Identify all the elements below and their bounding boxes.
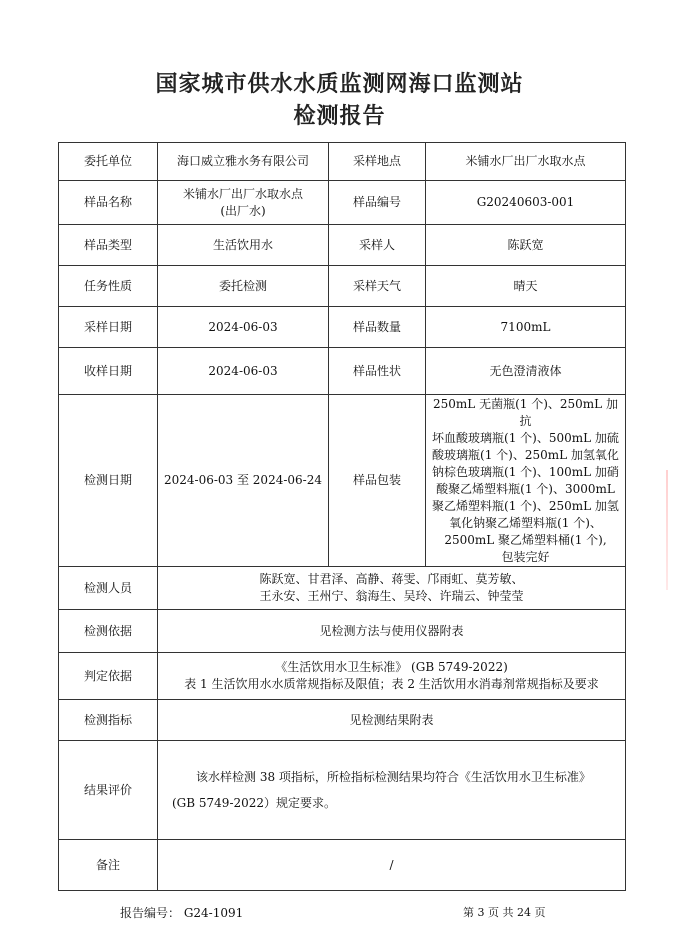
personnel-value [158,567,626,610]
packaging-line: 坏血酸玻璃瓶(1 个)、500mL 加硫 [432,430,619,445]
basis-value: 见检测方法与使用仪器附表 [158,610,626,653]
row-receive-date [59,348,626,395]
sample-appearance-label: 样品性状 [329,348,426,395]
page-number: 第 3 页 共 24 页 [463,906,546,919]
report-title: 国家城市供水水质监测网海口监测站 [155,72,524,97]
task-nature-value: 委托检测 [158,266,329,307]
packaging-label: 样品包装 [329,395,426,567]
sample-id-label: 样品编号 [329,181,426,225]
weather-label: 采样天气 [329,266,426,307]
receive-date-value: 2024-06-03 [158,348,329,395]
sampler-value: 陈跃宽 [426,225,626,266]
sample-name-value [158,181,329,225]
basis-label: 检测依据 [59,610,158,653]
sampling-location-label: 采样地点 [329,143,426,181]
indicators-value: 见检测结果附表 [158,700,626,741]
sample-type-value: 生活饮用水 [158,225,329,266]
sample-name-line1: 米铺水厂出厂水取水点 [182,186,303,201]
sampling-location-value: 米铺水厂出厂水取水点 [426,143,626,181]
sampler-label: 采样人 [329,225,426,266]
sampling-date-label: 采样日期 [59,307,158,348]
packaging-value [426,395,626,567]
client-label: 委托单位 [59,143,158,181]
row-task-nature [59,266,626,307]
row-sample-type [59,225,626,266]
task-nature-label: 任务性质 [59,266,158,307]
row-basis [59,610,626,653]
sample-quantity-label: 样品数量 [329,307,426,348]
test-date-label: 检测日期 [59,395,158,567]
sample-quantity-value: 7100mL [426,307,626,348]
packaging-line: 包装完好 [501,549,550,564]
row-evaluation [59,741,626,840]
packaging-line: 钠棕色玻璃瓶(1 个)、100mL 加硝 [432,464,619,479]
report-subtitle: 检测报告 [293,104,386,129]
receive-date-label: 收样日期 [59,348,158,395]
row-test-date [59,395,626,567]
judgement-line1: 《生活饮用水卫生标准》 (GB 5749-2022) [275,660,508,674]
judgement-line2: 表 1 生活饮用水水质常规指标及限值；表 2 生活饮用水消毒剂常规指标及要求 [184,677,599,691]
packaging-line: 聚乙烯塑料瓶(1 个)、250mL 加氢 [432,498,619,513]
row-indicators [59,700,626,741]
weather-value: 晴天 [426,266,626,307]
sample-id-value: G20240603-001 [426,181,626,225]
packaging-line: 酸玻璃瓶(1 个)、250mL 加氢氧化 [432,447,619,462]
personnel-line1: 陈跃宽、甘君泽、高静、蒋雯、邝雨虹、莫芳敏、 [259,572,524,586]
judgement-value [158,653,626,700]
evaluation-line1: 该水样检测 38 项指标，所检指标检测结果均符合《生活饮用水卫生标准》 [196,770,591,784]
evaluation-label: 结果评价 [59,741,158,840]
report-table [58,142,626,891]
sample-type-label: 样品类型 [59,225,158,266]
row-judgement [59,653,626,700]
sampling-date-value: 2024-06-03 [158,307,329,348]
row-remarks [59,840,626,891]
report-number: 报告编号： G24-1091 [120,906,244,920]
row-sample-name [59,181,626,225]
personnel-label: 检测人员 [59,567,158,610]
row-client [59,143,626,181]
client-value: 海口威立雅水务有限公司 [158,143,329,181]
packaging-line: 酸聚乙烯塑料瓶(1 个)、3000mL [436,481,615,496]
sample-appearance-value: 无色澄清液体 [426,348,626,395]
packaging-line: 氧化钠聚乙烯塑料瓶(1 个)、 [449,515,602,530]
remarks-value: / [158,840,626,891]
judgement-label: 判定依据 [59,653,158,700]
remarks-label: 备注 [59,840,158,891]
evaluation-value [158,741,626,840]
sample-name-label: 样品名称 [59,181,158,225]
indicators-label: 检测指标 [59,700,158,741]
personnel-line2: 王永安、王州宁、翁海生、吴玲、许瑞云、钟莹莹 [259,589,524,603]
packaging-line: 250mL 无菌瓶(1 个)、250mL 加抗 [433,396,618,428]
evaluation-line2: (GB 5749-2022）规定要求。 [172,796,337,810]
seal-edge-mark [666,470,668,590]
packaging-line: 2500mL 聚乙烯塑料桶(1 个), [444,532,607,547]
row-personnel [59,567,626,610]
sample-name-line2: (出厂水) [220,203,266,218]
row-sampling-date [59,307,626,348]
test-date-value: 2024-06-03 至 2024-06-24 [158,395,329,567]
